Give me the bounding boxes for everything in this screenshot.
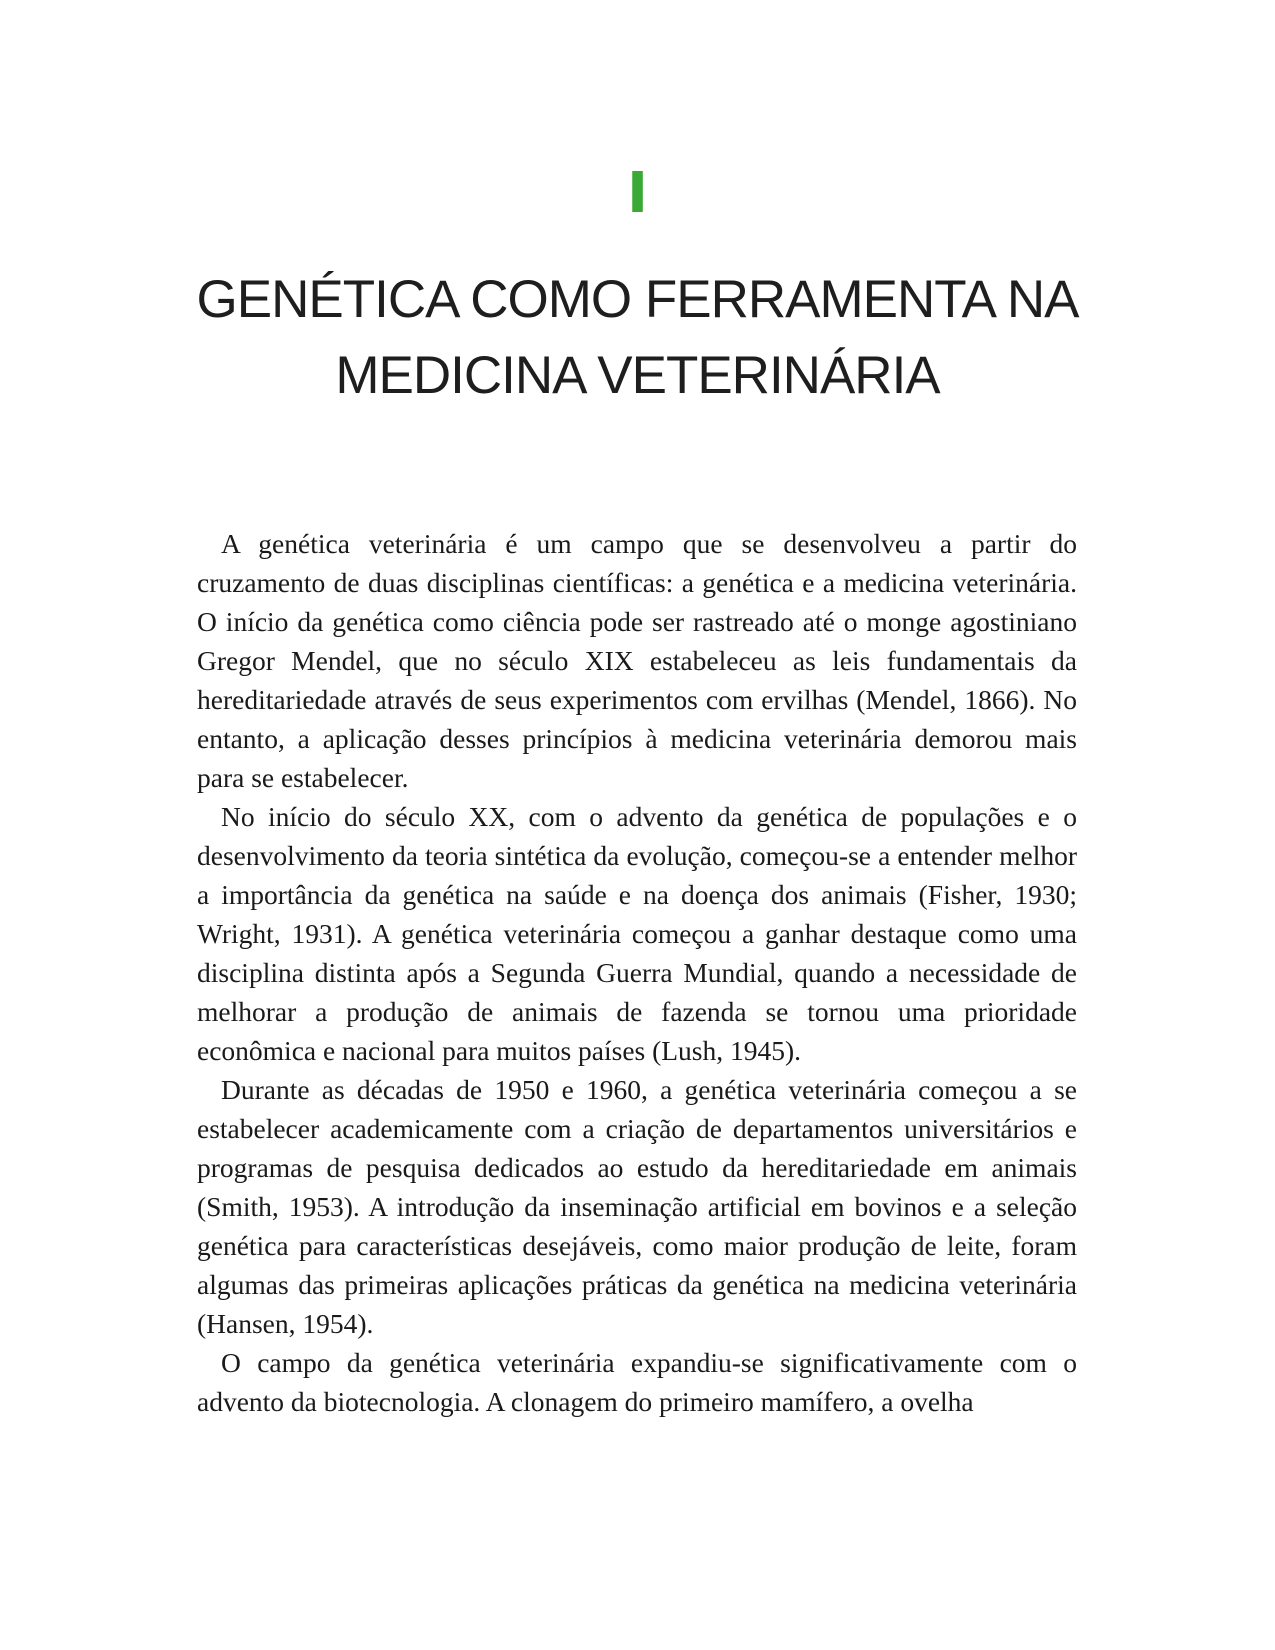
paragraph-1: A genética veterinária é um campo que se desenvolveu a partir do cruzamento de duas disciplinas científicas: a genética e a medicina veterinária. O início da genética como ciência pode ser rastreado até o monge agostiniano Gregor Mendel, que no século XIX estabeleceu as leis fundamentais da hereditariedade através de seus experimentos com ervilhas (Mendel, 1866). No entanto, a aplicação desses princípios à medicina veterinária demorou mais para se estabelecer. <box>197 528 1077 793</box>
chapter-title <box>150 262 1125 414</box>
chapter-body <box>197 524 1077 1421</box>
paragraph-4: O campo da genética veterinária expandiu-se significativamente com o advento da biotecnologia. A clonagem do primeiro mamífero, a ovelha <box>197 1347 1077 1417</box>
paragraph-2: No início do século XX, com o advento da genética de populações e o desenvolvimento da teoria sintética da evolução, começou-se a entender melhor a importância da genética na saúde e na doença dos animais (Fisher, 1930; Wright, 1931). A genética veterinária começou a ganhar destaque como uma disciplina distinta após a Segunda Guerra Mundial, quando a necessidade de melhorar a produção de animais de fazenda se tornou uma prioridade econômica e nacional para muitos países (Lush, 1945). <box>197 801 1077 1066</box>
chapter-title-line-2: MEDICINA VETERINÁRIA <box>335 346 940 405</box>
chapter-title-line-1: GENÉTICA COMO FERRAMENTA NA <box>196 270 1079 329</box>
paragraph-3: Durante as décadas de 1950 e 1960, a genética veterinária começou a se estabelecer academicamente com a criação de departamentos universitários e programas de pesquisa dedicados ao estudo da hereditariedade em animais (Smith, 1953). A introdução da inseminação artificial em bovinos e a seleção genética para características desejáveis, como maior produção de leite, foram algumas das primeiras aplicações práticas da genética na medicina veterinária (Hansen, 1954). <box>197 1074 1077 1339</box>
chapter-number: I <box>627 161 648 226</box>
